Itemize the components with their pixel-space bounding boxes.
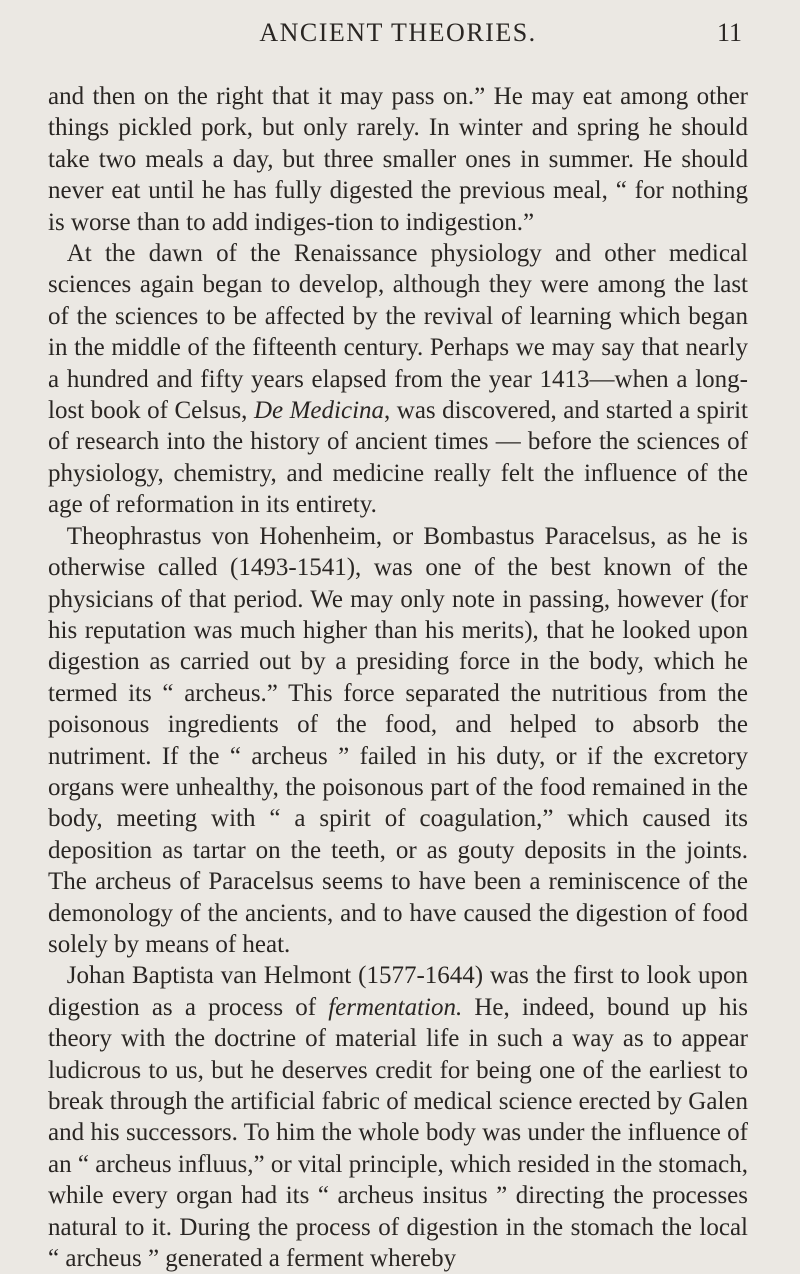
emphasis-italic: fermentation. [328, 993, 463, 1021]
paragraph-text: At the dawn of the Renaissance physiology and other medical sciences again began to develop, although they were among the last of the sciences to be affected by the revival of learning which began in the middle of the fifteenth century. Perhaps we may say that nearly a hundred and fifty years elapsed from the year 1413—when a long-lost book of Celsus, [48, 240, 748, 425]
body-text [48, 81, 748, 1274]
paragraph-text: Johan Baptista van Helmont (1577-1644) was the first to look upon digestion as a process of [48, 962, 748, 1021]
paragraph-text: He, indeed, bound up his theory with the doctrine of material life in such a way as to appear ludicrous to us, but he deserves credit for being one of the earliest to break through the artificial fabric of medical science erected by Galen and his successors. To him the whole body was under the influence of an “ archeus influus,” or vital principle, which resided in the stomach, while every organ had its “ archeus insitus ” directing the processes natural to it. During the process of digestion in the stomach the local “ archeus ” generated a ferment whereby [48, 993, 748, 1273]
paragraph-text: , was discovered, and started a spirit of research into the history of ancient times — before the sciences of physiology, chemistry, and medicine really felt the influence of the age of reformation in its entirety. [48, 397, 748, 519]
running-head [48, 0, 748, 50]
paragraph [48, 238, 748, 521]
page-number: 11 [716, 18, 742, 47]
book-title-italic: De Medicina [253, 397, 385, 425]
paragraph [48, 960, 748, 1274]
running-title: ANCIENT THEORIES. [259, 18, 537, 47]
paragraph: and then on the right that it may pass on.” He may eat among other things pickled pork, but only rarely. In winter and spring he should take two meals a day, but three smaller ones in summer. He should never eat until he has fully digested the previous meal, “ for nothing is worse than to add indiges-tion to indigestion.” [48, 83, 748, 236]
paragraph: Theophrastus von Hohenheim, or Bombastus Paracelsus, as he is otherwise called (1493-1541), was one of the best known of the physicians of that period. We may only note in passing, however (for his reputation was much higher than his merits), that he looked upon digestion as carried out by a presiding force in the body, which he termed its “ archeus.” This force separated the nutritious from the poisonous ingredients of the food, and helped to absorb the nutriment. If the “ archeus ” failed in his duty, or if the excretory organs were unhealthy, the poisonous part of the food remained in the body, meeting with “ a spirit of coagulation,” which caused its deposition as tartar on the teeth, or as gouty deposits in the joints. The archeus of Paracelsus seems to have been a reminiscence of the demonology of the ancients, and to have caused the digestion of food solely by means of heat. [48, 522, 748, 958]
